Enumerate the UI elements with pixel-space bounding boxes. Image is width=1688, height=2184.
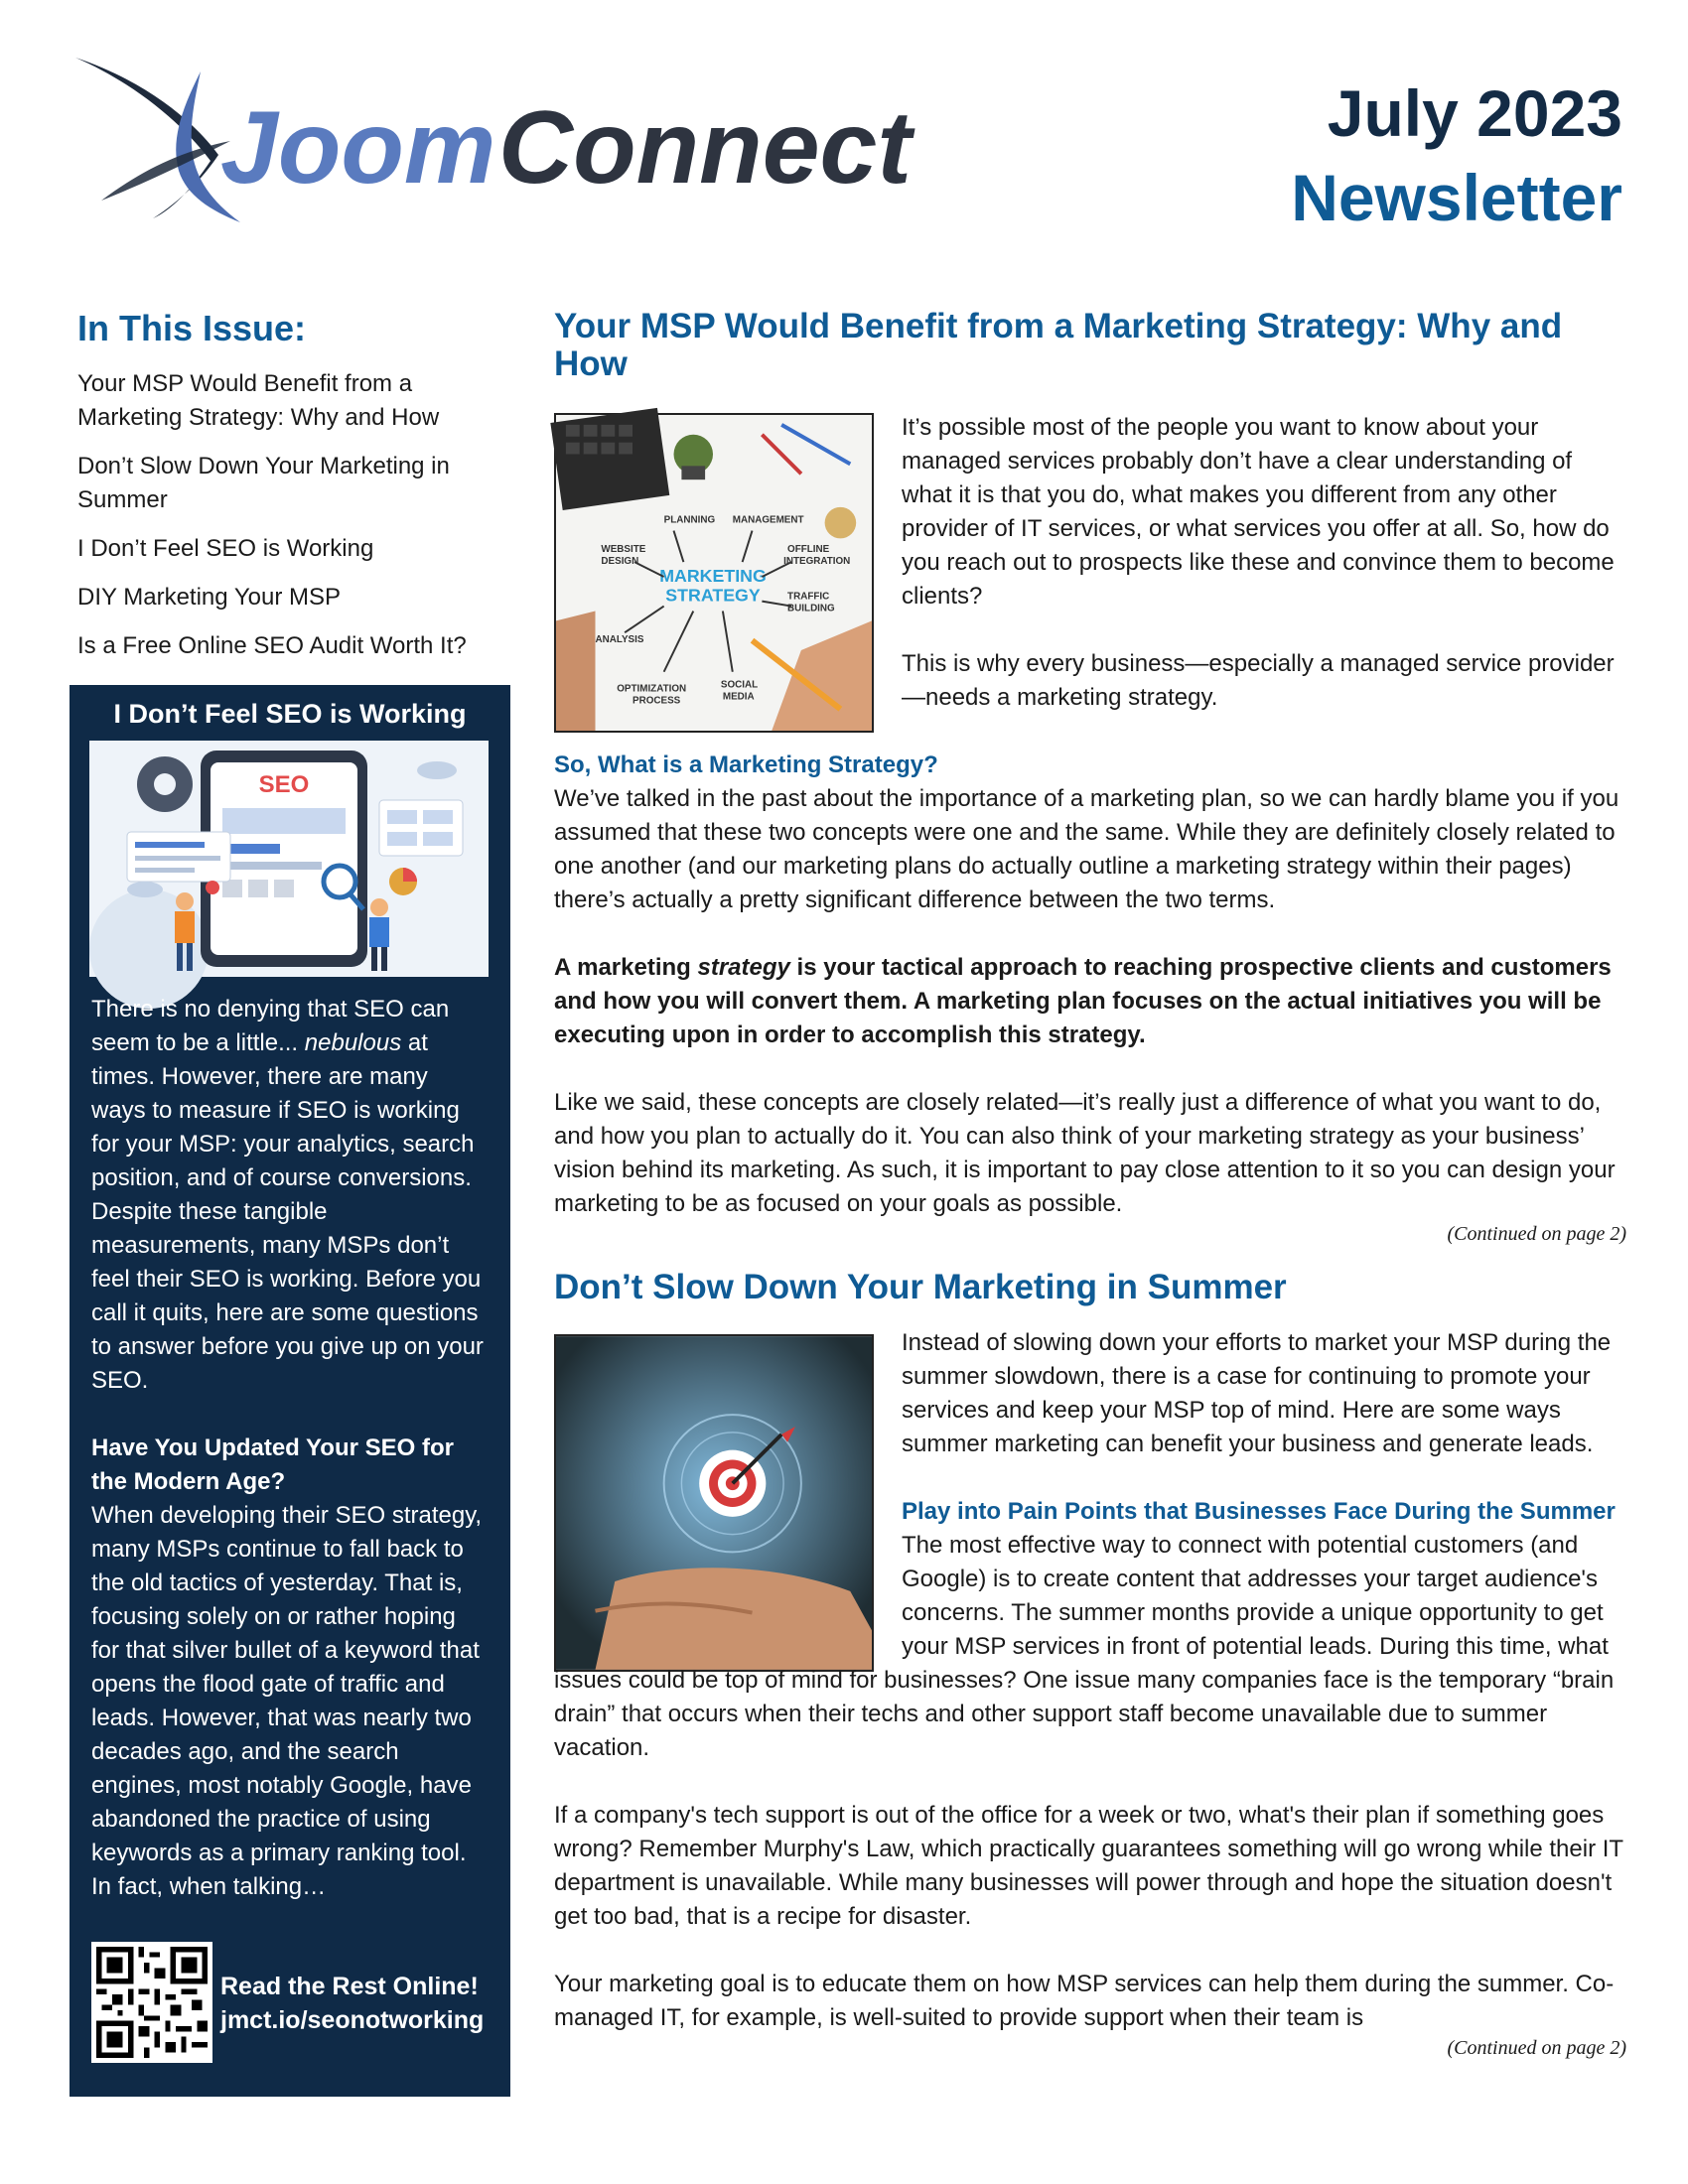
svg-text:INTEGRATION: INTEGRATION [783, 556, 851, 568]
body-paragraph: If a company's tech support is out of the office for a week or two, what's their plan if something goes wrong? Remember Murphy's Law, which practically guarantees something will go wrong while their IT department is unavailable. While many businesses will power through and hope the situation doesn't get too bad, that is a recipe for disaster. [554, 1802, 1623, 1930]
svg-text:PROCESS: PROCESS [633, 695, 681, 707]
body-paragraph: The most effective way to connect with potential customers (and Google) is to create content that addresses your target audience's concerns. The summer months provide a unique opportunity to get your MSP services in front of potential leads. During this time, what issues could be top of mind for businesses? One issue many companies face is the temporary “brain drain” that occurs when their techs and other support staff become unavailable due to summer vacation. [554, 1529, 1626, 1765]
gear-icon [137, 756, 193, 812]
svg-text:SOCIAL: SOCIAL [720, 679, 759, 691]
seo-screen-text: SEO [258, 771, 310, 798]
seo-illustration [89, 741, 489, 977]
toc-heading: In This Issue: [77, 308, 307, 348]
svg-text:PLANNING: PLANNING [663, 514, 716, 526]
article2-body [554, 1529, 1626, 2035]
toc-item[interactable]: DIY Marketing Your MSP [77, 584, 342, 611]
logo-text-joom: Joom [220, 90, 496, 205]
body-paragraph: We’ve talked in the past about the importance of a marketing plan, so we can hardly blame you if you assumed that these two concepts were one and the same. While they are definitely closely related to one another (and our marketing plans do actually outline a marketing strategy within their pages) there’s actually a pretty significant difference between the two terms. [554, 785, 1619, 913]
sidebar-title: I Don’t Feel SEO is Working [113, 699, 467, 729]
issue-month: July 2023 [1327, 76, 1622, 150]
article2-intro [902, 1326, 1626, 1529]
article-title: Your MSP Would Benefit from a Marketing Strategy: Why and How [554, 307, 1563, 383]
read-online-cta[interactable] [220, 1970, 484, 2037]
image-wrap-spacer [554, 1529, 902, 1664]
svg-text:BUILDING: BUILDING [787, 603, 835, 614]
sidebar-paragraph: There is no denying that SEO can seem to be a little... nebulous at times. However, there are many ways to measure if SEO is working for your MSP: your analytics, search position, and of course conversions. Despite these tangible measurements, many MSPs don’t feel their SEO is working. Before you call it quits, here are some questions to answer before you give up on your SEO. [91, 996, 484, 1394]
svg-text:MEDIA: MEDIA [722, 691, 755, 703]
body-paragraph: Like we said, these concepts are closely related—it’s really just a difference of what you want to do, and how you plan to actually do it. You can also think of your marketing strategy as your business’ vision behind its marketing. As such, it is important to pay close attention to it so you can design your marketing to be as focused on your goals as possible. [554, 1089, 1616, 1217]
main-content [554, 308, 1626, 2061]
article1-subheading: So, What is a Marketing Strategy? [554, 751, 938, 778]
toc-item[interactable]: Is a Free Online SEO Audit Worth It? [77, 632, 467, 659]
svg-text:DESIGN: DESIGN [601, 556, 639, 568]
body-paragraph-bold: A marketing strategy is your tactical approach to reaching prospective clients and customers and how you will convert them. A marketing plan focuses on the actual initiatives you will be executing upon in order to accomplish this strategy. [554, 954, 1612, 1048]
location-pin-icon [206, 881, 219, 894]
continued-note: (Continued on page 2) [1447, 2037, 1626, 2059]
svg-text:MANAGEMENT: MANAGEMENT [732, 514, 804, 526]
toc-item[interactable]: I Don’t Feel SEO is Working [77, 535, 374, 562]
cta-label: Read the Rest Online! [220, 1973, 479, 2000]
article1-intro [902, 411, 1626, 715]
article-title: Don’t Slow Down Your Marketing in Summer [554, 1268, 1287, 1306]
article2-subheading: Play into Pain Points that Businesses Face During the Summer [902, 1498, 1616, 1525]
svg-text:OPTIMIZATION: OPTIMIZATION [617, 683, 687, 695]
continued-note: (Continued on page 2) [1447, 1223, 1626, 1245]
intro-paragraph: Instead of slowing down your efforts to market your MSP during the summer slowdown, there is a case for continuing to promote your services and keep your MSP top of mind. Here are some ways summer marketing can benefit your business and generate leads. [902, 1329, 1612, 1457]
sidebar-body [91, 993, 489, 1938]
svg-text:OFFLINE: OFFLINE [787, 544, 830, 556]
svg-text:MARKETING: MARKETING [659, 565, 767, 586]
issue-date-block [1291, 71, 1622, 240]
article1-body [554, 782, 1626, 1221]
qr-code[interactable] [91, 1942, 212, 2063]
toc-item[interactable]: Your MSP Would Benefit from a Marketing Strategy: Why and How [77, 370, 440, 431]
sidebar-subheading: Have You Updated Your SEO for the Modern Age? [91, 1434, 454, 1495]
logo-text-connect: Connect [498, 90, 912, 205]
svg-text:WEBSITE: WEBSITE [601, 544, 646, 556]
svg-text:ANALYSIS: ANALYSIS [595, 634, 644, 646]
intro-paragraph: This is why every business—especially a managed service provider—needs a marketing strategy. [902, 650, 1615, 711]
joomconnect-logo [71, 52, 912, 230]
svg-text:TRAFFIC: TRAFFIC [787, 591, 830, 603]
table-of-contents [77, 308, 514, 678]
toc-item[interactable]: Don’t Slow Down Your Marketing in Summer [77, 453, 450, 513]
sidebar-paragraph: When developing their SEO strategy, many MSPs continue to fall back to the old tactics of yesterday. That is, focusing solely on or rather hoping for that silver bullet of a keyword that opens the flood gate of traffic and leads. However, that was nearly two decades ago, and the search engines, most notably Google, have abandoned the practice of using keywords as a primary ranking tool. In fact, when talking… [91, 1502, 483, 1900]
svg-text:STRATEGY: STRATEGY [665, 585, 761, 606]
seo-feature-sidebar [70, 685, 510, 2097]
cta-link[interactable]: jmct.io/seonotworking [220, 2006, 485, 2034]
marketing-strategy-photo [554, 413, 874, 733]
body-paragraph: Your marketing goal is to educate them on how MSP services can help them during the summer. Co-managed IT, for example, is well-suited to provide support when their team is [554, 1971, 1615, 2031]
issue-label: Newsletter [1291, 161, 1622, 234]
intro-paragraph: It’s possible most of the people you want to know about your managed services probably don’t have a clear understanding of what it is that you do, what makes you different from any other provider of IT services, or what services you offer at all. So, how do you reach out to prospects like these and convince them to become clients? [902, 414, 1615, 610]
pie-chart-icon [389, 868, 417, 895]
